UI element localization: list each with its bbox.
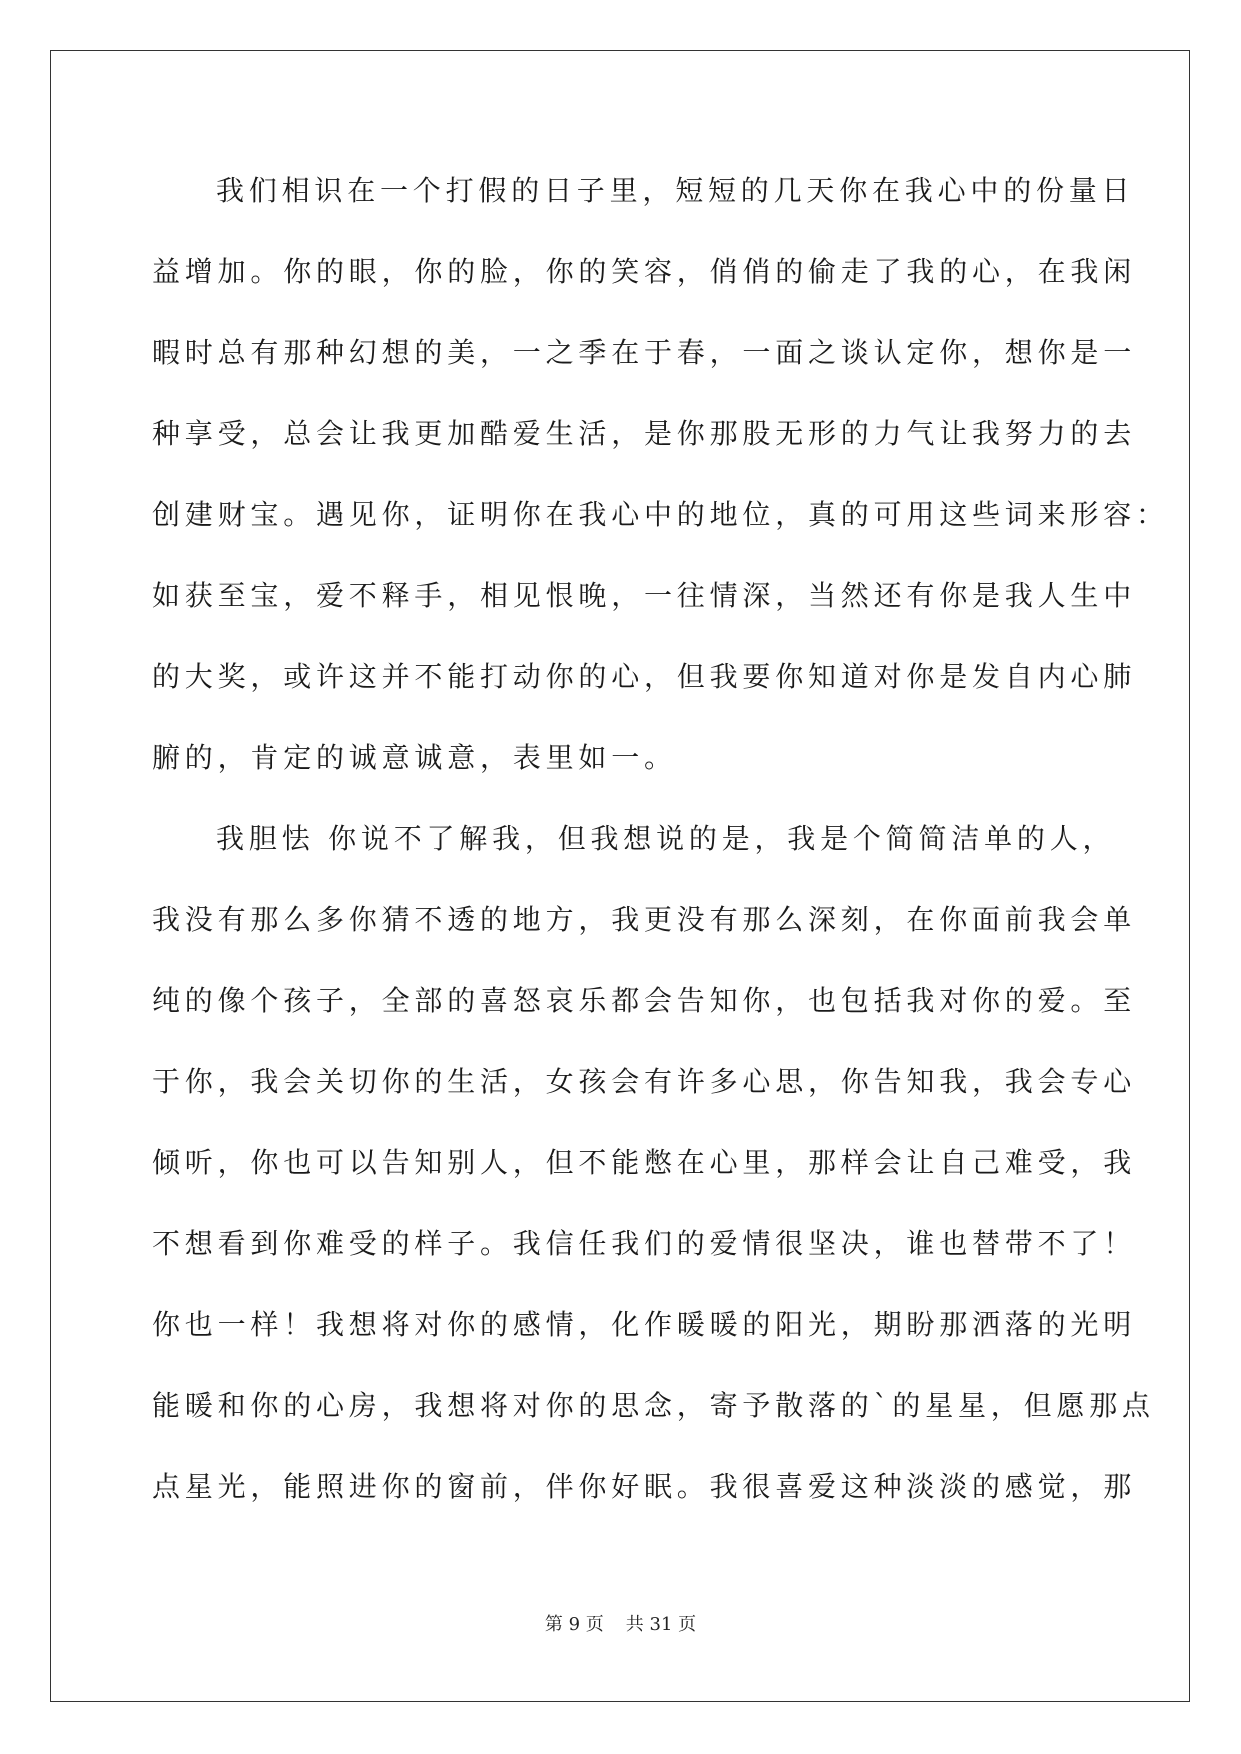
text-line-7: 的大奖，或许这并不能打动你的心，但我要你知道对你是发自内心肺 [152,660,1137,693]
text-line-11: 纯的像个孩子，全部的喜怒哀乐都会告知你，也包括我对你的爱。至 [152,984,1137,1017]
text-line-17: 点星光，能照进你的窗前，伴你好眠。我很喜爱这种淡淡的感觉，那 [152,1470,1137,1503]
text-line-2: 益增加。你的眼，你的脸，你的笑容，俏俏的偷走了我的心，在我闲 [152,255,1137,288]
page-number: 第 9 页 [544,1614,604,1635]
page-total: 共 31 页 [625,1614,697,1635]
text-line-4: 种享受，总会让我更加酷爱生活，是你那股无形的力气让我努力的去 [152,417,1137,450]
text-line-9: 我胆怯 你说不了解我，但我想说的是，我是个简简洁单的人， [216,822,1116,855]
text-line-13: 倾听，你也可以告知别人，但不能憋在心里，那样会让自己难受，我 [152,1146,1137,1179]
text-line-5: 创建财宝。遇见你，证明你在我心中的地位，真的可用这些词来形容： [152,498,1169,531]
text-line-12: 于你，我会关切你的生活，女孩会有许多心思，你告知我，我会专心 [152,1065,1137,1098]
document-body [152,150,1169,1527]
text-line-8: 腑的，肯定的诚意诚意，表里如一。 [152,741,677,774]
text-line-3: 暇时总有那种幻想的美，一之季在于春，一面之谈认定你，想你是一 [152,336,1137,369]
text-line-16: 能暖和你的心房，我想将对你的思念，寄予散落的`的星星，但愿那点 [152,1389,1155,1422]
text-line-1: 我们相识在一个打假的日子里，短短的几天你在我心中的份量日 [216,174,1135,207]
text-line-6: 如获至宝，爱不释手，相见恨晚，一往情深，当然还有你是我人生中 [152,579,1137,612]
text-line-10: 我没有那么多你猜不透的地方，我更没有那么深刻，在你面前我会单 [152,903,1137,936]
text-line-14: 不想看到你难受的样子。我信任我们的爱情很坚决，谁也替带不了！ [152,1227,1137,1260]
text-line-15: 你也一样！我想将对你的感情，化作暖暖的阳光，期盼那洒落的光明 [152,1308,1137,1341]
page-footer [0,1610,1241,1636]
